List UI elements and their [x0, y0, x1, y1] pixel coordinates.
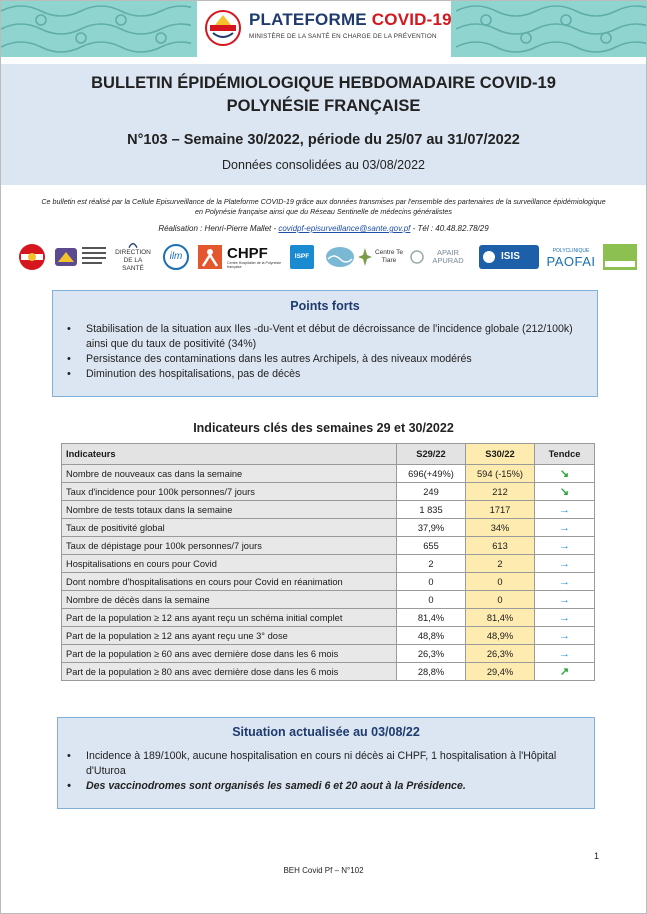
contact-phone: - Tél : 40.48.82.78/29: [410, 224, 489, 233]
chpf-sublabel: Centre Hospitalier de la Polynésie française: [227, 260, 282, 269]
trend-arrow-icon: →: [535, 609, 595, 627]
header-banner: [1, 1, 646, 57]
points-forts-list: [63, 322, 587, 382]
realisation-line: [1, 224, 646, 233]
bulletin-title: BULLETIN ÉPIDÉMIOLOGIQUE HEBDOMADAIRE COVID-19: [91, 74, 556, 92]
polynesia-seal-logo: [17, 241, 47, 273]
credits-text: Ce bulletin est réalisé par la Cellule Episurveillance de la Plateforme COVID-19 grâce aux données transmises par l'ensemble des partenaires de la surveillance épidémiologique en Polynésie française ainsi que du Réseau Sentinelle de médecins généralistes: [41, 197, 606, 216]
table-row: [62, 555, 595, 573]
s29-value: 696(+49%): [397, 465, 466, 483]
indicator-label: Part de la population ≥ 12 ans ayant reçu un schéma initial complet: [62, 609, 397, 627]
polynesian-pattern-left: [1, 1, 191, 57]
bulletin-consolidation-date: Données consolidées au 03/08/2022: [222, 158, 425, 172]
s30-value: 48,9%: [466, 627, 535, 645]
s30-value: 34%: [466, 519, 535, 537]
paofai-sublabel: POLYCLINIQUE: [552, 247, 590, 254]
s30-value: 2: [466, 555, 535, 573]
indicator-label: Nombre de nouveaux cas dans la semaine: [62, 465, 397, 483]
situation-list: [63, 749, 583, 794]
indicator-label: Taux de dépistage pour 100k personnes/7 jours: [62, 537, 397, 555]
isis-label: ISIS: [501, 251, 520, 262]
s29-value: 2: [397, 555, 466, 573]
trend-arrow-icon: →: [535, 591, 595, 609]
s30-value: 81,4%: [466, 609, 535, 627]
ilm-label: ilm: [169, 251, 183, 262]
indicator-label: Taux d'incidence pour 100k personnes/7 jours: [62, 483, 397, 501]
brand-block: [197, 1, 451, 57]
list-item: • Incidence à 189/100k, aucune hospitalisation en cours ni décès ai CHPF, 1 hospitalisation à l'Hôpital d'Uturoa: [63, 749, 583, 779]
brand-subtitle: MINISTÈRE DE LA SANTÉ EN CHARGE DE LA PRÉVENTION: [249, 33, 437, 40]
table-row: [62, 519, 595, 537]
s30-value: 1717: [466, 501, 535, 519]
paofai-label: PAOFAI: [546, 253, 596, 269]
indicator-label: Part de la population ≥ 12 ans ayant reçu une 3° dose: [62, 627, 397, 645]
health-cross-logo: [197, 241, 223, 273]
table-header-row: [62, 444, 595, 465]
polynesia-emblem-icon: [205, 9, 241, 47]
indicators-title: Indicateurs clés des semaines 29 et 30/2022: [193, 421, 454, 435]
list-item: • Des vaccinodromes sont organisés les samedi 6 et 20 aout à la Présidence.: [63, 779, 583, 794]
direction-sante-logo: [113, 241, 153, 273]
title-band: [1, 64, 646, 185]
situation-title: Situation actualisée au 03/08/22: [232, 725, 420, 739]
points-forts-title: Points forts: [290, 299, 360, 313]
s29-value: 249: [397, 483, 466, 501]
list-item: • Stabilisation de la situation aux Iles -du-Vent et début de décroissance de l'incidence globale (212/100k) ainsi que du taux de positivité (34%): [63, 322, 587, 352]
indicator-label: Part de la population ≥ 80 ans avec dernière dose dans les 6 mois: [62, 663, 397, 681]
table-row: [62, 609, 595, 627]
trend-arrow-icon: →: [535, 537, 595, 555]
centre-te-tiare-logo: Centre Te Tiare: [374, 249, 404, 264]
header-tendance-label: Tendce: [548, 449, 581, 459]
apair-apurad-logo: APAIR APURAD: [432, 248, 464, 265]
trend-arrow-icon: →: [535, 519, 595, 537]
wave-logo: [325, 241, 355, 273]
s30-value: 613: [466, 537, 535, 555]
ilm-logo: [161, 241, 191, 273]
list-item: • Diminution des hospitalisations, pas de décès: [63, 367, 587, 382]
partner-logos: [17, 241, 637, 275]
agency-text-logo: [81, 241, 107, 273]
brand-part-1: PLATEFORME: [249, 10, 367, 29]
s29-value: 0: [397, 591, 466, 609]
indicator-label: Taux de positivité global: [62, 519, 397, 537]
trend-arrow-icon: →: [535, 501, 595, 519]
header-tendance: [535, 444, 595, 465]
trend-arrow-icon: →: [535, 645, 595, 663]
trend-arrow-icon: ↗: [535, 663, 595, 681]
table-row: [62, 537, 595, 555]
s30-value: 594 (-15%): [466, 465, 535, 483]
apair-emblem-icon: [409, 241, 425, 273]
indicators-table: [61, 443, 595, 681]
table-row: [62, 483, 595, 501]
list-item: • Persistance des contaminations dans les autres Archipels, à des niveaux modérés: [63, 352, 587, 367]
clinic-logo: [603, 241, 637, 273]
tiare-flower-icon: [357, 241, 373, 273]
s29-value: 48,8%: [397, 627, 466, 645]
trend-arrow-icon: ↘: [535, 483, 595, 501]
header-indicateurs: Indicateurs: [62, 444, 397, 465]
points-forts-box: [52, 290, 598, 397]
s29-value: 81,4%: [397, 609, 466, 627]
s29-value: 1 835: [397, 501, 466, 519]
s30-value: 0: [466, 573, 535, 591]
indicator-label: Nombre de tests totaux dans la semaine: [62, 501, 397, 519]
situation-box: [57, 717, 595, 809]
trend-arrow-icon: ↘: [535, 465, 595, 483]
direction-sante-label: DIRECTION DE LA SANTÉ: [115, 249, 151, 272]
trend-arrow-icon: →: [535, 555, 595, 573]
ministry-logo: [53, 241, 79, 273]
indicator-label: Hospitalisations en cours pour Covid: [62, 555, 397, 573]
table-row: [62, 501, 595, 519]
s29-value: 28,8%: [397, 663, 466, 681]
brand-title: [249, 10, 452, 30]
table-row: [62, 627, 595, 645]
chpf-label: CHPF: [227, 244, 268, 262]
footer-text: BEH Covid Pf – N°102: [283, 866, 364, 875]
chpf-logo: [227, 241, 293, 273]
isis-logo: [479, 241, 539, 273]
s29-value: 26,3%: [397, 645, 466, 663]
indicator-label: Dont nombre d'hospitalisations en cours pour Covid en réanimation: [62, 573, 397, 591]
brand-part-2: COVID-19: [371, 10, 452, 29]
ispf-label: ISPF: [294, 253, 310, 260]
trend-arrow-icon: →: [535, 627, 595, 645]
s30-value: 0: [466, 591, 535, 609]
table-row: [62, 465, 595, 483]
header-s29: S29/22: [397, 444, 466, 465]
paofai-logo: [543, 241, 599, 273]
table-row: [62, 663, 595, 681]
header-s30: S30/22: [466, 444, 535, 465]
ispf-logo: [289, 241, 315, 273]
table-row: [62, 645, 595, 663]
contact-email-link[interactable]: covidpf-episurveillance@sante.gov.pf: [278, 224, 411, 233]
bulletin-region: POLYNÉSIE FRANÇAISE: [226, 97, 421, 115]
s29-value: 37,9%: [397, 519, 466, 537]
s30-value: 212: [466, 483, 535, 501]
trend-arrow-icon: →: [535, 573, 595, 591]
s29-value: 0: [397, 573, 466, 591]
s30-value: 29,4%: [466, 663, 535, 681]
bulletin-issue: N°103 – Semaine 30/2022, période du 25/07 au 31/07/2022: [127, 132, 520, 148]
indicator-label: Nombre de décès dans la semaine: [62, 591, 397, 609]
realisation-label: Réalisation : Henri-Pierre Mallet -: [158, 224, 279, 233]
indicator-label: Part de la population ≥ 60 ans avec dernière dose dans les 6 mois: [62, 645, 397, 663]
page-number: 1: [594, 851, 600, 861]
s29-value: 655: [397, 537, 466, 555]
polynesian-pattern-right: [456, 1, 646, 57]
s30-value: 26,3%: [466, 645, 535, 663]
table-row: [62, 591, 595, 609]
table-row: [62, 573, 595, 591]
